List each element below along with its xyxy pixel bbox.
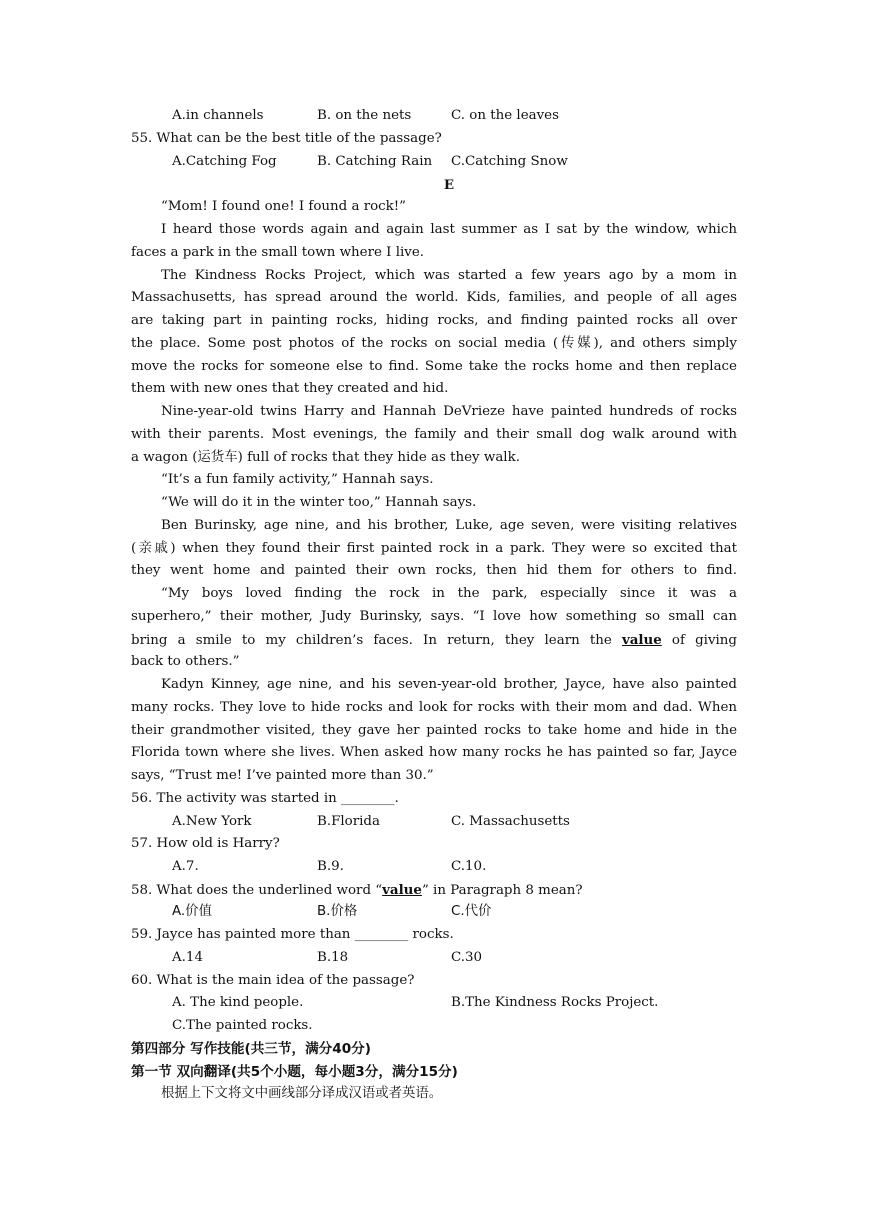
underlined-word: value (382, 882, 422, 898)
option-b: B.18 (317, 950, 349, 965)
underlined-word: value (621, 632, 662, 648)
option-c: C.The painted rocks. (172, 1018, 313, 1033)
q55-options (131, 151, 737, 174)
section-heading: E (443, 177, 455, 193)
passage-line: many rocks. They love to hide rocks and look for rocks with their mom and dad. When (131, 700, 737, 715)
option-c: C. Massachusetts (451, 814, 570, 829)
option-b: B. on the nets (317, 108, 412, 123)
option-a: A.7. (172, 859, 199, 874)
q56-options (131, 811, 737, 834)
passage-line: them with new ones that they created and hid. (131, 381, 449, 396)
passage-line: “My boys loved finding the rock in the park, especially since it was a (161, 586, 737, 601)
q59-options (131, 947, 737, 970)
passage-line: “We will do it in the winter too,” Hannah says. (161, 495, 477, 510)
option-a: A.Catching Fog (172, 154, 277, 169)
question-60: 60. What is the main idea of the passage? (131, 973, 415, 988)
section-title: 第一节 双向翻译(共5个小题，每小题3分，满分15分) (131, 1064, 458, 1080)
option-c: C.Catching Snow (451, 154, 568, 169)
passage-line: are taking part in painting rocks, hiding rocks, and finding painted rocks all over (131, 313, 737, 328)
passage-line: Ben Burinsky, age nine, and his brother, Luke, age seven, were visiting relatives (161, 518, 737, 533)
passage-line: “It’s a fun family activity,” Hannah says. (161, 472, 434, 487)
passage-line: faces a park in the small town where I live. (131, 245, 425, 260)
q60-options-row1 (131, 992, 737, 1015)
question-59: 59. Jayce has painted more than ________ rocks. (131, 927, 454, 942)
passage-line: “Mom! I found one! I found a rock!” (161, 199, 407, 214)
passage-line: I heard those words again and again last summer as I sat by the window, which (161, 222, 737, 237)
question-55: 55. What can be the best title of the passage? (131, 131, 442, 146)
option-c: C. on the leaves (451, 108, 559, 123)
passage-line: superhero,” their mother, Judy Burinsky, says. “I love how something so small can (131, 609, 737, 624)
passage-text: bring a smile to my children’s faces. In return, they learn the (131, 633, 612, 648)
q54-options (131, 105, 737, 128)
passage-line (131, 629, 737, 652)
question-56: 56. The activity was started in ________. (131, 791, 399, 806)
passage-line: the place. Some post photos of the rocks on social media (传媒), and others simply (131, 336, 737, 351)
option-a: A.14 (172, 950, 203, 965)
option-b: B.9. (317, 859, 344, 874)
passage-line: they went home and painted their own rocks, then hid them for others to find. (131, 563, 737, 578)
option-c: C.10. (451, 859, 487, 874)
passage-line: Massachusetts, has spread around the world. Kids, families, and people of all ages (131, 290, 737, 305)
passage-line: Nine-year-old twins Harry and Hannah DeVrieze have painted hundreds of rocks (161, 404, 737, 419)
option-b: B.The Kindness Rocks Project. (451, 995, 659, 1010)
q58-options (131, 901, 737, 924)
question-text: ” in Paragraph 8 mean? (421, 883, 583, 898)
option-c: C.30 (451, 950, 483, 965)
passage-text: of giving (671, 633, 737, 648)
option-c: C.代价 (451, 904, 492, 919)
option-a: A.New York (172, 814, 252, 829)
passage-line: says, “Trust me! I’ve painted more than 30.” (131, 768, 434, 783)
q57-options (131, 856, 737, 879)
option-a: A.in channels (172, 108, 264, 123)
passage-line: (亲戚) when they found their first painted rock in a park. They were so excited that (131, 541, 737, 556)
option-b: B.价格 (317, 904, 358, 919)
passage-line: back to others.” (131, 654, 240, 669)
option-a: A.价值 (172, 904, 212, 919)
question-text: 58. What does the underlined word “ (131, 883, 383, 898)
question-58 (131, 879, 737, 902)
passage-line: their grandmother visited, they gave her painted rocks to take home and hide in the (131, 723, 737, 738)
option-b: B. Catching Rain (317, 154, 433, 169)
passage-line: The Kindness Rocks Project, which was started a few years ago by a mom in (161, 268, 737, 283)
instruction-text: 根据上下文将文中画线部分译成汉语或者英语。 (161, 1086, 443, 1101)
passage-line: a wagon (运货车) full of rocks that they hide as they walk. (131, 450, 520, 465)
passage-line: Kadyn Kinney, age nine, and his seven-year-old brother, Jayce, have also painted (161, 677, 737, 692)
passage-line: Florida town where she lives. When asked how many rocks he has painted so far, Jayce (131, 745, 737, 760)
passage-line: move the rocks for someone else to find. Some take the rocks home and then replace (131, 359, 737, 374)
part-heading: 第四部分 写作技能(共三节，满分40分) (131, 1041, 371, 1057)
question-57: 57. How old is Harry? (131, 836, 280, 851)
option-a: A. The kind people. (172, 995, 304, 1010)
option-b: B.Florida (317, 814, 380, 829)
passage-line: with their parents. Most evenings, the family and their small dog walk around with (131, 427, 737, 442)
